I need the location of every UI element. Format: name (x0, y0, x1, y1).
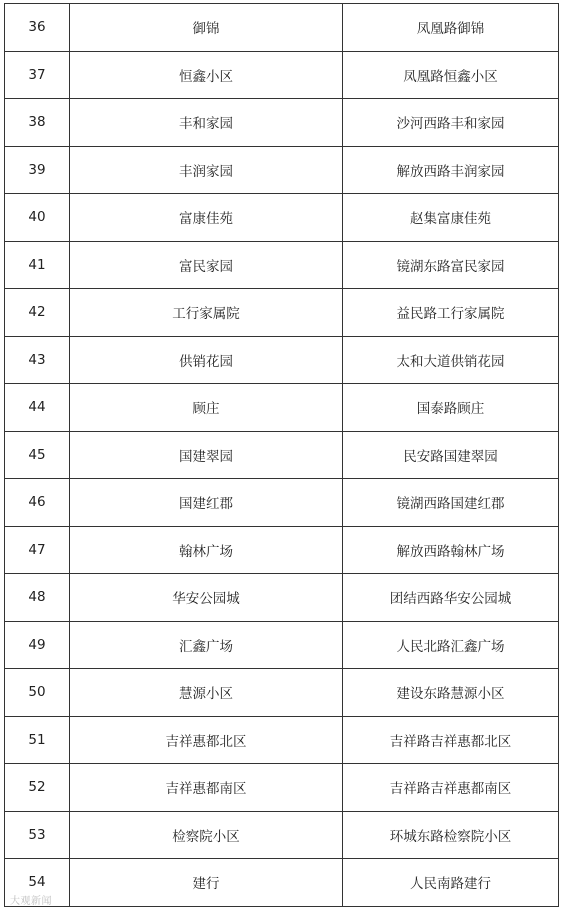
table-row (5, 431, 559, 479)
table-row (5, 669, 559, 717)
community-name-cell: 检察院小区 (70, 811, 343, 859)
table-row (5, 526, 559, 574)
address-cell: 解放西路丰润家园 (343, 146, 559, 194)
address-cell: 凤凰路御锦 (343, 4, 559, 52)
community-name-cell: 华安公园城 (70, 574, 343, 622)
table-row (5, 621, 559, 669)
address-cell: 沙河西路丰和家园 (343, 99, 559, 147)
community-name-cell: 翰林广场 (70, 526, 343, 574)
address-cell: 镜湖东路富民家园 (343, 241, 559, 289)
row-number-cell: 47 (5, 526, 70, 574)
row-number-cell: 53 (5, 811, 70, 859)
table-row (5, 336, 559, 384)
row-number-cell: 46 (5, 479, 70, 527)
row-number-cell: 41 (5, 241, 70, 289)
row-number-cell: 36 (5, 4, 70, 52)
row-number-cell: 52 (5, 764, 70, 812)
row-number-cell: 39 (5, 146, 70, 194)
address-cell: 人民北路汇鑫广场 (343, 621, 559, 669)
address-cell: 赵集富康佳苑 (343, 194, 559, 242)
row-number-cell: 38 (5, 99, 70, 147)
table-row (5, 716, 559, 764)
row-number-cell: 49 (5, 621, 70, 669)
address-cell: 凤凰路恒鑫小区 (343, 51, 559, 99)
address-cell: 益民路工行家属院 (343, 289, 559, 337)
community-name-cell: 恒鑫小区 (70, 51, 343, 99)
row-number-cell: 48 (5, 574, 70, 622)
community-name-cell: 丰润家园 (70, 146, 343, 194)
row-number-cell: 37 (5, 51, 70, 99)
row-number-cell: 44 (5, 384, 70, 432)
table-row (5, 51, 559, 99)
community-name-cell: 建行 (70, 859, 343, 907)
watermark-logo: 大观新闻 (10, 896, 52, 907)
address-cell: 国泰路顾庄 (343, 384, 559, 432)
row-number-cell: 51 (5, 716, 70, 764)
address-cell: 吉祥路吉祥惠都南区 (343, 764, 559, 812)
row-number-cell: 45 (5, 431, 70, 479)
table-row (5, 289, 559, 337)
community-name-cell: 供销花园 (70, 336, 343, 384)
table-row (5, 574, 559, 622)
row-number-cell: 50 (5, 669, 70, 717)
address-cell: 民安路国建翠园 (343, 431, 559, 479)
address-cell: 人民南路建行 (343, 859, 559, 907)
table-row (5, 764, 559, 812)
address-cell: 建设东路慧源小区 (343, 669, 559, 717)
table-row (5, 811, 559, 859)
community-name-cell: 工行家属院 (70, 289, 343, 337)
row-number-cell: 42 (5, 289, 70, 337)
address-cell: 太和大道供销花园 (343, 336, 559, 384)
community-name-cell: 富康佳苑 (70, 194, 343, 242)
table-row (5, 241, 559, 289)
community-name-cell: 吉祥惠都北区 (70, 716, 343, 764)
address-cell: 镜湖西路国建红郡 (343, 479, 559, 527)
community-name-cell: 御锦 (70, 4, 343, 52)
row-number-cell: 54 (5, 859, 70, 907)
table-row (5, 859, 559, 907)
address-cell: 吉祥路吉祥惠都北区 (343, 716, 559, 764)
table-row (5, 146, 559, 194)
address-table (4, 3, 559, 907)
row-number-cell: 40 (5, 194, 70, 242)
community-name-cell: 吉祥惠都南区 (70, 764, 343, 812)
table-row (5, 194, 559, 242)
community-name-cell: 丰和家园 (70, 99, 343, 147)
community-name-cell: 富民家园 (70, 241, 343, 289)
table-row (5, 479, 559, 527)
address-cell: 团结西路华安公园城 (343, 574, 559, 622)
community-name-cell: 汇鑫广场 (70, 621, 343, 669)
community-name-cell: 国建红郡 (70, 479, 343, 527)
row-number-cell: 43 (5, 336, 70, 384)
table-row (5, 99, 559, 147)
community-name-cell: 慧源小区 (70, 669, 343, 717)
community-name-cell: 顾庄 (70, 384, 343, 432)
table-row (5, 384, 559, 432)
address-cell: 解放西路翰林广场 (343, 526, 559, 574)
table-body (5, 4, 559, 907)
address-cell: 环城东路检察院小区 (343, 811, 559, 859)
community-name-cell: 国建翠园 (70, 431, 343, 479)
table-row (5, 4, 559, 52)
